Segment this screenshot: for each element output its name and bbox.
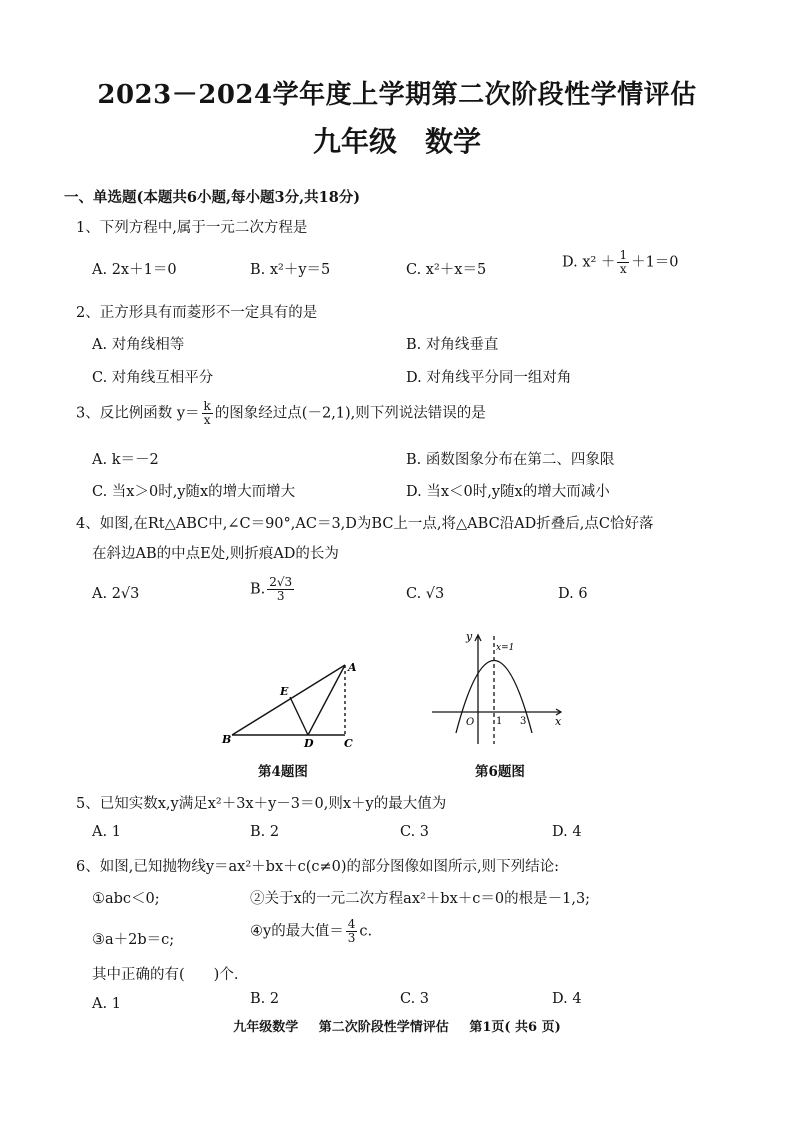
q2-option-d: D. 对角线平分同一组对角: [406, 370, 572, 386]
q6-option-c: C. 3: [400, 991, 430, 1007]
label-a: A: [348, 661, 357, 674]
footer-page-number: 第1页( 共6 页): [469, 1020, 561, 1035]
page-subtitle: 九年级 数学: [312, 125, 481, 158]
q6-statement-4-suffix: c.: [359, 923, 373, 940]
q5-option-c: C. 3: [400, 824, 430, 840]
fraction-denominator: 3: [276, 589, 285, 603]
segment-ba: [232, 665, 345, 735]
question-6-stem: 6、如图,已知抛物线y＝ax²＋bx＋c(c≠0)的部分图像如图所示,则下列结论:: [76, 859, 560, 875]
q6-statement-4-fraction: [346, 918, 358, 945]
question-6-tail: 其中正确的有( )个.: [92, 967, 239, 983]
q6-option-a: A. 1: [92, 996, 121, 1012]
fraction-denominator: x: [619, 262, 627, 276]
q2-option-a: A. 对角线相等: [92, 337, 185, 353]
q3-option-b: B. 函数图象分布在第二、四象限: [406, 452, 615, 468]
section-heading: 一、单选题(本题共6小题,每小题3分,共18分): [64, 189, 361, 206]
q6-option-b: B. 2: [250, 991, 280, 1007]
q6-statement-2: ②关于x的一元二次方程ax²＋bx＋c＝0的根是－1,3;: [250, 891, 591, 907]
q3-fraction: [202, 400, 213, 427]
q4-option-a: A. 2√3: [92, 586, 140, 602]
q2-option-c: C. 对角线互相平分: [92, 370, 214, 386]
q6-option-d: D. 4: [552, 991, 582, 1007]
q3-stem-prefix: 3、反比例函数 y＝: [76, 405, 200, 422]
q1-option-d-suffix: ＋1＝0: [631, 254, 679, 271]
q1-option-c: C. x²＋x＝5: [406, 262, 487, 278]
figure-4-triangle: [220, 655, 370, 750]
q1-option-a: A. 2x＋1＝0: [92, 262, 177, 278]
question-2-stem: 2、正方形具有而菱形不一定具有的是: [76, 305, 318, 321]
q1-option-d-prefix: D. x² ＋: [562, 254, 616, 271]
label-c: C: [344, 737, 353, 750]
q1-option-b: B. x²＋y＝5: [250, 262, 331, 278]
label-y: y: [466, 630, 473, 643]
page-title: 2023－2024学年度上学期第二次阶段性学情评估: [97, 80, 697, 110]
figure-6-caption: 第6题图: [475, 764, 525, 780]
label-one: 1: [496, 716, 503, 727]
label-d: D: [304, 737, 314, 750]
label-b: B: [222, 733, 232, 746]
label-three: 3: [520, 716, 527, 727]
q3-option-c: C. 当x＞0时,y随x的增大而增大: [92, 484, 296, 500]
question-5-stem: 5、已知实数x,y满足x²＋3x＋y－3＝0,则x＋y的最大值为: [76, 796, 447, 812]
fraction-numerator: 1: [619, 248, 628, 262]
q3-option-d: D. 当x＜0时,y随x的增大而减小: [406, 484, 610, 500]
q4-option-d: D. 6: [558, 586, 588, 602]
label-origin: O: [466, 717, 475, 728]
fraction-denominator: x: [203, 413, 211, 427]
q4-option-b: [250, 576, 296, 603]
question-4-stem-line1: 4、如图,在Rt△ABC中,∠C＝90°,AC＝3,D为BC上一点,将△ABC沿AD折叠后,点C恰好落: [76, 516, 654, 532]
figure-6-parabola: [428, 628, 568, 748]
q3-stem-suffix: 的图象经过点(－2,1),则下列说法错误的是: [214, 405, 486, 422]
segment-ad: [308, 665, 345, 735]
label-x: x: [555, 715, 562, 728]
q6-statement-1: ①abc＜0;: [92, 891, 160, 907]
q1-option-d-fraction: [617, 249, 629, 276]
q4-option-c: C. √3: [406, 586, 445, 602]
fraction-numerator: 2√3: [269, 575, 293, 589]
q5-option-a: A. 1: [92, 824, 121, 840]
footer-exam-name: 第二次阶段性学情评估: [318, 1020, 449, 1035]
label-axis-x-equals-1: x=1: [496, 643, 515, 653]
q6-statement-4-prefix: ④y的最大值＝: [250, 923, 344, 940]
q4-option-b-fraction: [267, 576, 294, 603]
q6-statement-3: ③a＋2b＝c;: [92, 932, 175, 948]
q2-option-b: B. 对角线垂直: [406, 337, 499, 353]
question-4-stem-line2: 在斜边AB的中点E处,则折痕AD的长为: [92, 546, 339, 562]
page-footer: [0, 1016, 794, 1035]
label-e: E: [280, 685, 289, 698]
q6-statement-4: [250, 918, 372, 945]
segment-ed: [290, 697, 308, 735]
figure-4-caption: 第4题图: [258, 764, 308, 780]
q1-option-d: [562, 249, 679, 276]
fraction-numerator: k: [203, 399, 211, 413]
q5-option-b: B. 2: [250, 824, 280, 840]
fraction-denominator: 3: [347, 931, 356, 945]
q4-option-b-prefix: B.: [250, 581, 266, 598]
footer-subject: 九年级数学: [233, 1020, 299, 1035]
fraction-numerator: 4: [347, 917, 356, 931]
question-3-stem: [76, 400, 486, 427]
q5-option-d: D. 4: [552, 824, 582, 840]
question-1-stem: 1、下列方程中,属于一元二次方程是: [76, 220, 308, 236]
q3-option-a: A. k＝－2: [92, 452, 159, 468]
